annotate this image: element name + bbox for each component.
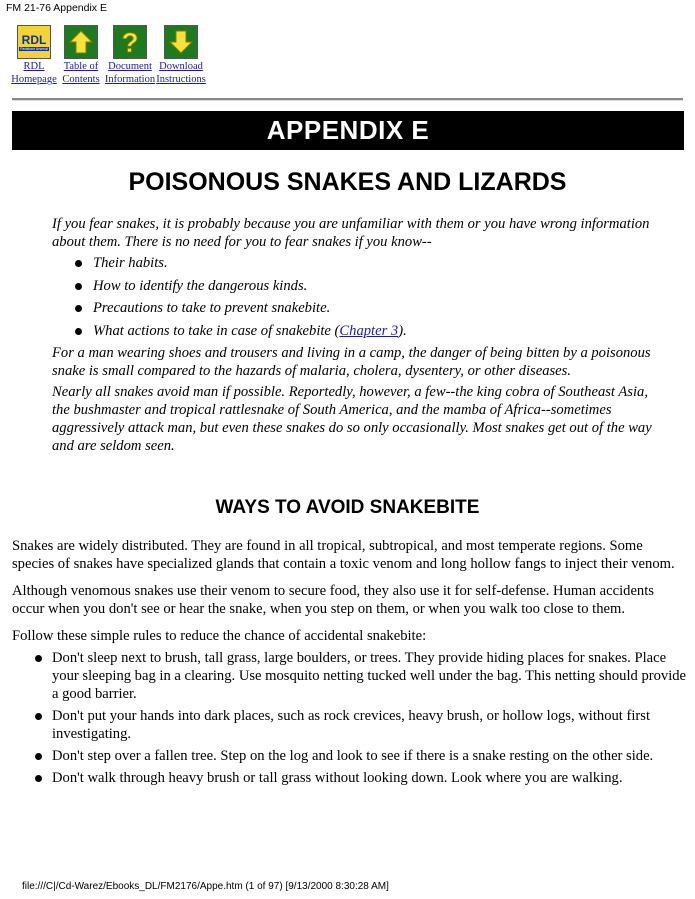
body-paragraph: Snakes are widely distributed. They are found in all tropical, subtropical, and most temperate regions. Some species of snakes have specialized glands that contain a toxic venom and long hollow fangs to inject their venom. (12, 538, 675, 572)
up-arrow-icon[interactable] (64, 25, 98, 59)
down-arrow-icon[interactable] (164, 25, 198, 59)
intro-block (52, 215, 662, 458)
document-header-title: FM 21-76 Appendix E (6, 2, 107, 14)
body-paragraph: Follow these simple rules to reduce the chance of accidental snakebite: (12, 628, 427, 644)
chapter-3-link[interactable]: Chapter 3 (339, 322, 399, 339)
intro-paragraph: Nearly all snakes avoid man if possible. Reportedly, however, a few--the king cobra of Southeast Asia, the bushmaster and tropical rattlesnake of South America, and the mamba of Africa--sometimes aggressively attack man, but even these snakes do so only occasionally. Most snakes get out of the way and are seldom seen. (52, 384, 652, 454)
intro-bullet-list (52, 254, 662, 340)
page-footer: file:///C|/Cd-Warez/Ebooks_DL/FM2176/Appe.htm (1 of 97) [9/13/2000 8:30:28 AM] (22, 881, 389, 892)
nav-link-table-of-contents[interactable]: Table of Contents (62, 61, 100, 85)
rdl-logo-subtext: Redstone Arsenal (20, 46, 48, 51)
intro-paragraph: If you fear snakes, it is probably because you are unfamiliar with them or you have wrong information about them. There is no need for you to fear snakes if you know-- (52, 216, 650, 250)
nav-table-of-contents[interactable] (58, 25, 104, 86)
list-item: How to identify the dangerous kinds. (93, 277, 662, 295)
horizontal-rule (12, 98, 683, 101)
appendix-heading: APPENDIX E (12, 111, 684, 150)
section-heading: WAYS TO AVOID SNAKEBITE (215, 497, 480, 518)
list-item: Don't walk through heavy brush or tall grass without looking down. Look where you are walking. (52, 769, 688, 787)
question-mark-icon[interactable] (113, 25, 147, 59)
list-item: Their habits. (93, 254, 662, 272)
body-paragraph: Although venomous snakes use their venom to secure food, they also use it for self-defense. Human accidents occur when you don't see or hear the snake, when you step on them, or when you walk too close to them. (12, 583, 654, 617)
intro-paragraph: For a man wearing shoes and trousers and living in a camp, the danger of being bitten by a poisonous snake is small compared to the hazards of malaria, cholera, dysentery, or other diseases. (52, 345, 651, 379)
nav-link-download-instructions[interactable]: Download Instructions (156, 61, 206, 85)
list-item: Don't put your hands into dark places, such as rock crevices, heavy brush, or hollow logs, without first investigating. (52, 707, 688, 743)
nav-rdl-homepage[interactable] (12, 25, 56, 86)
rules-bullet-list (12, 649, 688, 787)
rdl-logo-text: RDL (21, 32, 47, 47)
nav-link-rdl-homepage[interactable]: RDL Homepage (11, 61, 57, 85)
list-item: Don't sleep next to brush, tall grass, large boulders, or trees. They provide hiding places for snakes. Place your sleeping bag in a clearing. Use mosquito netting tucked well under the bag. This netting should provide a good barrier. (52, 650, 687, 702)
list-item: Don't step over a fallen tree. Step on the log and look to see if there is a snake resting on the other side. (52, 747, 688, 765)
nav-document-information[interactable] (104, 25, 156, 86)
section-body (12, 537, 688, 791)
page-title: POISONOUS SNAKES AND LIZARDS (128, 168, 567, 196)
list-item: Precautions to take to prevent snakebite. (93, 299, 662, 317)
rdl-logo-icon[interactable] (17, 25, 51, 59)
nav-link-document-information[interactable]: Document Information (104, 61, 156, 85)
svg-text:?: ? (121, 28, 139, 56)
list-item: What actions to take in case of snakebite (Chapter 3). (93, 322, 662, 340)
nav-download-instructions[interactable] (156, 25, 206, 86)
nav-bar (12, 25, 206, 86)
